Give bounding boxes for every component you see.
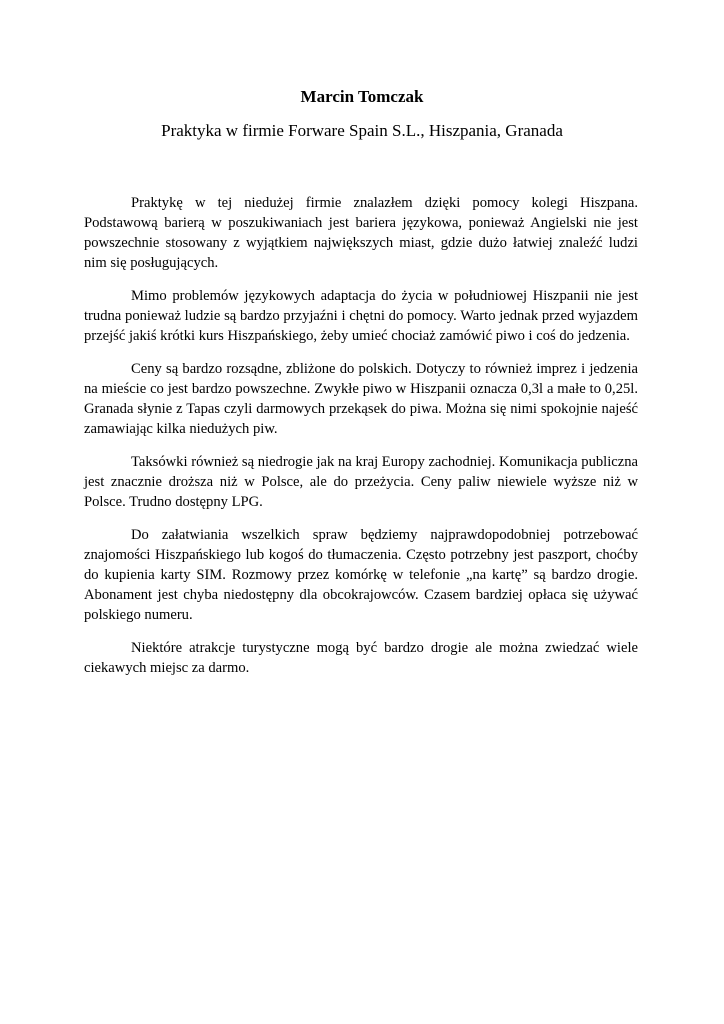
document-body (84, 193, 638, 691)
paragraph-2: Mimo problemów językowych adaptacja do życia w południowej Hiszpanii nie jest trudna ponieważ ludzie są bardzo przyjaźni i chętni do pomocy. Warto jednak przed wyjazdem przejść jakiś krótki kurs Hiszpańskiego, żeby umieć chociaż zamówić piwo i coś do jedzenia. (84, 288, 638, 344)
document-subtitle: Praktyka w firmie Forware Spain S.L., Hiszpania, Granada (161, 121, 563, 140)
paragraph-1: Praktykę w tej niedużej firmie znalazłem dzięki pomocy kolegi Hiszpana. Podstawową barierą w poszukiwaniach jest bariera językowa, ponieważ Angielski nie jest powszechnie stosowany z wyjątkiem największych miast, gdzie dużo łatwiej znaleźć ludzi nim się posługujących. (84, 195, 638, 271)
paragraph-3: Ceny są bardzo rozsądne, zbliżone do polskich. Dotyczy to również imprez i jedzenia na mieście co jest bardzo powszechne. Zwykłe piwo w Hiszpanii oznacza 0,3l a małe to 0,25l. Granada słynie z Tapas czyli darmowych przekąsek do piwa. Można się nimi spokojnie najeść zamawiając kilka niedużych piw. (84, 361, 638, 437)
paragraph-5: Do załatwiania wszelkich spraw będziemy najprawdopodobniej potrzebować znajomości Hiszpańskiego lub kogoś do tłumaczenia. Często potrzebny jest paszport, choćby do kupienia karty SIM. Rozmowy przez komórkę w telefonie „na kartę” są bardzo drogie. Abonament jest chyba niedostępny dla obcokrajowców. Czasem bardziej opłaca się używać polskiego numeru. (84, 527, 638, 623)
author-name: Marcin Tomczak (300, 87, 424, 106)
paragraph-6: Niektóre atrakcje turystyczne mogą być bardzo drogie ale można zwiedzać wiele ciekawych miejsc za darmo. (84, 640, 638, 676)
paragraph-4: Taksówki również są niedrogie jak na kraj Europy zachodniej. Komunikacja publiczna jest znacznie droższa niż w Polsce, ale do przeżycia. Ceny paliw niewiele wyższe niż w Polsce. Trudno dostępny LPG. (84, 454, 638, 510)
